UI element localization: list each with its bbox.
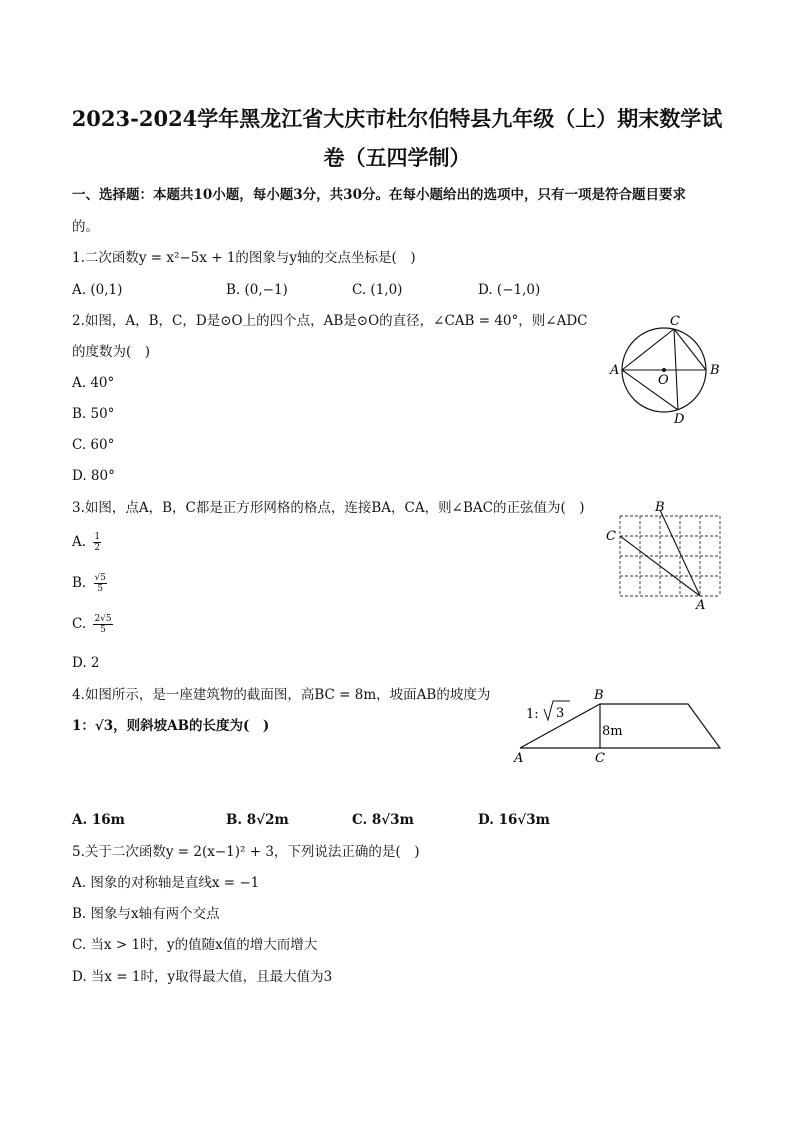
q3-option-b-label: B. xyxy=(72,575,87,591)
q4-slope-figure xyxy=(508,684,728,768)
q2-option-c: C. 60° xyxy=(72,437,115,453)
q3-label-a: A xyxy=(696,598,706,613)
q1-option-a: A. (0,1) xyxy=(72,282,123,298)
q3-option-c xyxy=(72,614,113,635)
q3-option-c-label: C. xyxy=(72,616,87,632)
q3-option-a-fraction xyxy=(93,532,101,553)
q2-option-a: A. 40° xyxy=(72,375,115,391)
q4-stem-line-2: 1：√3，则斜坡AB的长度为( ) xyxy=(72,718,270,734)
q3-option-a-denominator: 2 xyxy=(94,543,101,553)
q3-label-b: B xyxy=(655,500,665,515)
q4-label-b: B xyxy=(594,688,604,703)
q4-option-c: C. 8√3m xyxy=(352,812,414,828)
q2-stem-line-1: 2.如图，A，B，C，D是⊙O上的四个点，AB是⊙O的直径，∠CAB = 40°，则∠ADC xyxy=(72,313,588,329)
q3-option-b-fraction xyxy=(94,573,107,594)
q3-option-c-numerator: 2√5 xyxy=(94,614,112,624)
q4-stem-line-1: 4.如图所示，是一座建筑物的截面图，高BC = 8m，坡面AB的坡度为 xyxy=(72,687,491,703)
q3-option-a-label: A. xyxy=(72,534,87,550)
q5-option-c: C. 当x > 1时，y的值随x值的增大而增大 xyxy=(72,937,318,953)
q3-option-a xyxy=(72,532,101,553)
q4-option-a: A. 16m xyxy=(72,812,125,828)
exam-title-line-1: 2023-2024学年黑龙江省大庆市杜尔伯特县九年级（上）期末数学试 xyxy=(71,106,723,131)
q3-option-a-numerator: 1 xyxy=(94,532,101,542)
q4-height-label: 8m xyxy=(602,724,623,739)
q1-option-d: D. (−1,0) xyxy=(478,282,541,298)
q1-option-b: B. (0,−1) xyxy=(226,282,288,298)
q3-grid-figure xyxy=(600,498,730,613)
q4-slope-sqrt: 3 xyxy=(556,706,565,721)
q4-label-a: A xyxy=(514,751,524,766)
q3-option-c-denominator: 5 xyxy=(100,625,106,635)
q2-label-c: C xyxy=(670,314,680,329)
q2-option-b: B. 50° xyxy=(72,406,115,422)
q2-label-o: O xyxy=(658,373,669,388)
q4-option-b: B. 8√2m xyxy=(226,812,289,828)
q2-label-a: A xyxy=(610,363,620,378)
q3-option-b-numerator: √5 xyxy=(94,573,106,583)
section-instructions-line-2: 的。 xyxy=(72,219,99,235)
q4-option-d: D. 16√3m xyxy=(478,812,550,828)
q3-option-b xyxy=(72,573,107,594)
q5-option-b: B. 图象与x轴有两个交点 xyxy=(72,906,220,922)
q2-label-b: B xyxy=(710,363,720,378)
exam-title-line-2: 卷（五四学制） xyxy=(323,145,471,170)
q2-circle-figure xyxy=(604,312,724,427)
q3-label-c: C xyxy=(606,529,616,544)
section-instructions-line-1: 一、选择题：本题共10小题，每小题3分，共30分。在每小题给出的选项中，只有一项是符合题目要求 xyxy=(72,187,686,203)
q3-option-b-denominator: 5 xyxy=(97,584,104,594)
q3-stem: 3.如图，点A，B，C都是正方形网格的格点，连接BA，CA，则∠BAC的正弦值为( ) xyxy=(72,500,585,516)
q3-option-c-fraction xyxy=(93,614,112,635)
q2-option-d: D. 80° xyxy=(72,468,115,484)
q2-stem-line-2: 的度数为( ) xyxy=(72,344,151,360)
q5-option-a: A. 图象的对称轴是直线x = −1 xyxy=(72,875,260,891)
q1-option-c: C. (1,0) xyxy=(352,282,403,298)
q5-stem: 5.关于二次函数y = 2(x−1)² + 3，下列说法正确的是( ) xyxy=(72,844,420,860)
q2-label-d: D xyxy=(674,412,685,427)
q5-option-d: D. 当x = 1时，y取得最大值，且最大值为3 xyxy=(72,969,333,985)
q4-label-c: C xyxy=(595,751,605,766)
q3-option-d: D. 2 xyxy=(72,655,100,671)
q1-stem: 1.二次函数y = x²−5x + 1的图象与y轴的交点坐标是( ) xyxy=(72,250,416,266)
q4-slope-ratio: 1: xyxy=(526,707,539,722)
